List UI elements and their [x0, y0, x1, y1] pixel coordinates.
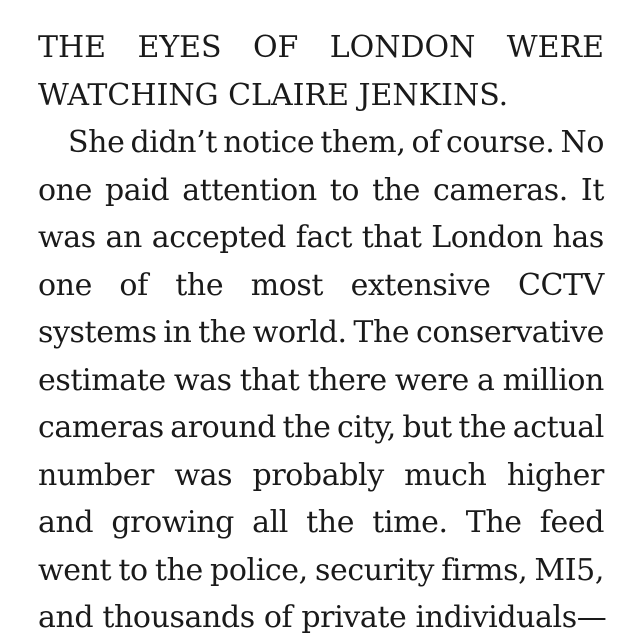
paragraph-word: didn’t: [130, 125, 218, 160]
paragraph-line: [38, 262, 604, 310]
paragraph-word: accepted: [151, 220, 286, 255]
paragraph-word: them,: [320, 125, 406, 160]
paragraph-word: that: [239, 362, 300, 398]
paragraph-word: cameras.: [433, 172, 568, 208]
paragraph-word: police,: [210, 552, 308, 588]
paragraph-word: cameras: [38, 410, 164, 445]
paragraph-word: most: [250, 267, 324, 303]
paragraph-word: the: [372, 172, 421, 208]
paragraph-word: The: [465, 505, 522, 540]
paragraph-word: London: [431, 220, 543, 255]
paragraph-word: fact: [295, 220, 352, 255]
paragraph-word: growing: [111, 505, 234, 540]
paragraph-word: time.: [372, 505, 448, 540]
paragraph-line: [38, 452, 604, 500]
heading-word: WERE: [506, 30, 604, 65]
paragraph-word: went: [38, 552, 112, 588]
paragraph-line: [38, 499, 604, 547]
heading-word: WATCHING CLAIRE JENKINS.: [38, 77, 509, 113]
paragraph-word: but: [402, 410, 452, 445]
heading-word: THE: [38, 30, 107, 65]
paragraph-word: CCTV: [517, 267, 604, 303]
paragraph-word: It: [580, 172, 604, 208]
heading-line: [38, 72, 604, 120]
paragraph-word: She: [68, 125, 125, 160]
paragraph-word: was: [173, 362, 232, 398]
paragraph-word: in: [163, 315, 192, 350]
paragraph-word: and thousands of private individuals—: [38, 600, 607, 635]
paragraph-word: the: [282, 410, 331, 445]
heading-word: EYES: [137, 30, 222, 65]
paragraph-word: one: [38, 172, 92, 208]
paragraph-word: world.: [252, 315, 347, 350]
paragraph-word: extensive: [350, 267, 491, 303]
paragraph-line: [38, 547, 604, 595]
paragraph-word: the: [306, 505, 355, 540]
heading-line: [38, 24, 604, 72]
paragraph-word: number: [38, 457, 154, 493]
paragraph-line: [38, 594, 607, 642]
paragraph-word: to: [329, 172, 360, 208]
paragraph-word: higher: [506, 457, 604, 493]
paragraph-word: was: [38, 220, 96, 255]
paragraph-word: notice: [223, 125, 315, 160]
paragraph-word: estimate: [38, 362, 166, 398]
paragraph-word: MI5,: [534, 552, 604, 588]
paragraph-word: systems: [38, 315, 157, 350]
heading-word: LONDON: [329, 30, 476, 65]
paragraph-word: of: [119, 267, 148, 303]
paragraph-word: conservative: [415, 315, 604, 350]
paragraph-word: a: [476, 362, 495, 398]
paragraph-word: paid: [104, 172, 170, 208]
paragraph-word: course.: [445, 125, 555, 160]
paragraph-word: that: [361, 220, 422, 255]
paragraph-word: city,: [336, 410, 396, 445]
paragraph-word: to: [118, 552, 148, 588]
paragraph-word: has: [552, 220, 604, 255]
paragraph-word: firms,: [441, 552, 528, 588]
paragraph-word: actual: [512, 410, 604, 445]
paragraph-line: [38, 119, 604, 167]
paragraph-word: the: [458, 410, 507, 445]
paragraph-word: the: [175, 267, 224, 303]
paragraph-word: was: [174, 457, 233, 493]
paragraph-line: [38, 404, 604, 452]
paragraph-word: attention: [182, 172, 317, 208]
book-page: [38, 24, 607, 642]
paragraph-line: [38, 357, 604, 405]
paragraph-word: No: [560, 125, 604, 160]
paragraph-line: [38, 167, 604, 215]
paragraph-word: around: [170, 410, 276, 445]
paragraph-word: were: [394, 362, 469, 398]
heading-word: OF: [252, 30, 299, 65]
paragraph-word: million: [502, 362, 604, 398]
paragraph-word: all: [252, 505, 288, 540]
paragraph-word: much: [404, 457, 487, 493]
paragraph-word: there: [307, 362, 387, 398]
paragraph-word: of: [411, 125, 440, 160]
paragraph-word: security: [314, 552, 434, 588]
paragraph-word: the: [198, 315, 246, 350]
paragraph-word: an: [105, 220, 142, 255]
paragraph-word: The: [353, 315, 410, 350]
paragraph-word: feed: [539, 505, 604, 540]
paragraph-word: one: [38, 267, 92, 303]
paragraph-line: [38, 309, 604, 357]
paragraph-line: [38, 214, 604, 262]
paragraph-word: the: [154, 552, 203, 588]
paragraph-word: and: [38, 505, 94, 540]
paragraph-word: probably: [252, 457, 384, 493]
